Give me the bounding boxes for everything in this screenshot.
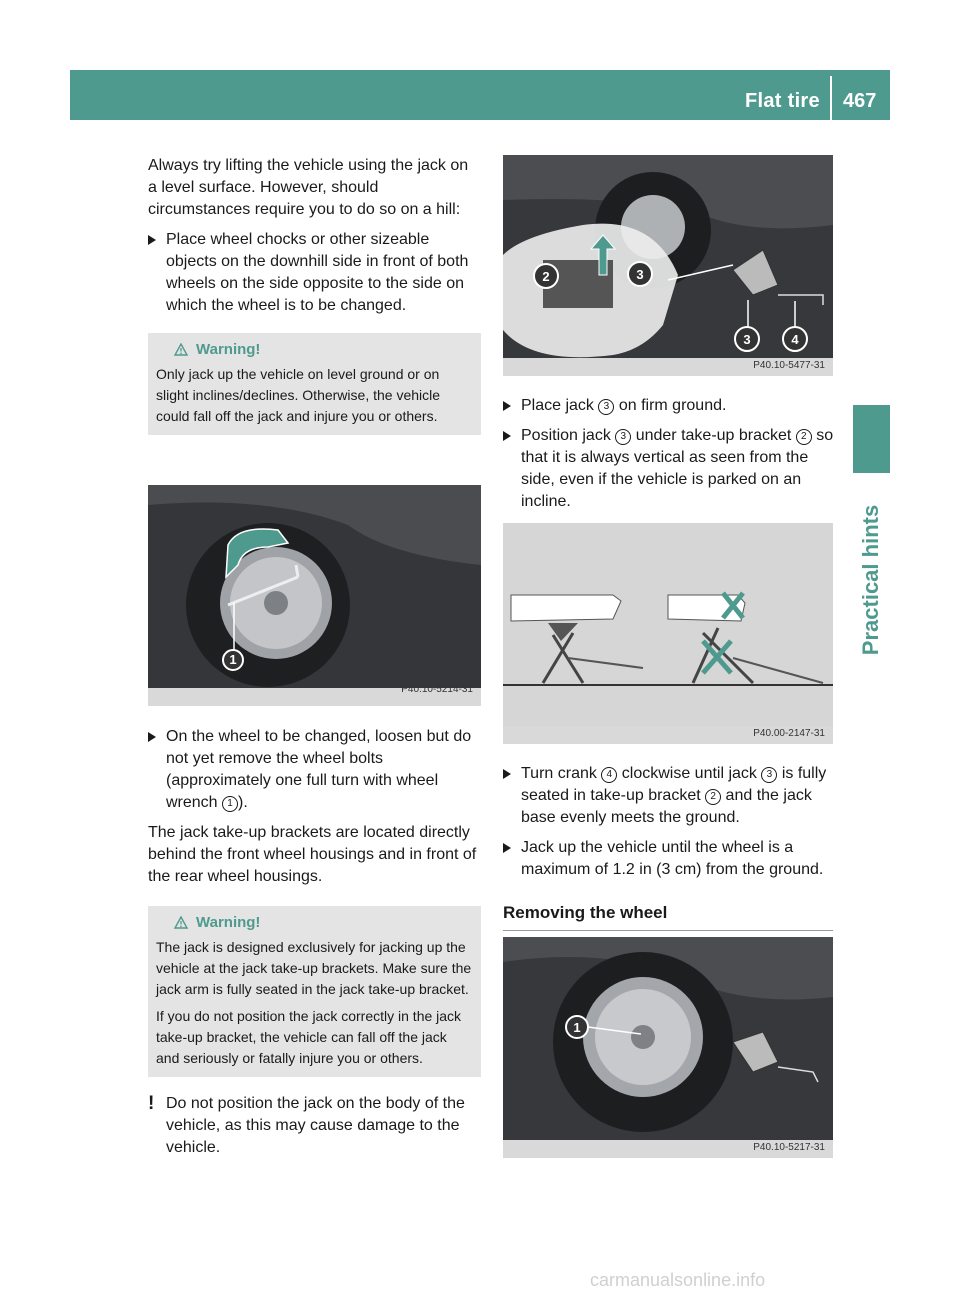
step-text-c: so that it is always vertical as seen from the side, even if the vehicle is parked on an incline. bbox=[521, 427, 834, 510]
step-text-b: ). bbox=[238, 794, 248, 811]
callout-ref: 2 bbox=[705, 789, 721, 805]
jack-vertical-diagram bbox=[503, 523, 833, 744]
section-tab bbox=[853, 405, 890, 473]
step-arrow-icon bbox=[148, 235, 156, 245]
header-divider bbox=[830, 76, 832, 120]
step-text-a: Place jack bbox=[521, 397, 599, 414]
step-arrow-icon bbox=[503, 401, 511, 411]
step-text-b: clockwise until jack bbox=[617, 765, 762, 782]
callout-ref: 1 bbox=[222, 796, 238, 812]
callout-1: 1 bbox=[222, 649, 244, 671]
step-text: Place wheel chocks or other sizeable objects on the downhill side in front of both wheels on the side opposite to the side on which the wheel is to be changed. bbox=[166, 231, 469, 314]
page-title: Flat tire bbox=[745, 90, 820, 112]
figure-remove-wheel bbox=[503, 937, 833, 1158]
callout-ref: 2 bbox=[796, 429, 812, 445]
step-text-d: and the jack base evenly meets the ground. bbox=[521, 787, 812, 826]
right-column-steps bbox=[503, 395, 836, 521]
callout-ref: 3 bbox=[761, 767, 777, 783]
step-text-b: under take-up bracket bbox=[631, 427, 796, 444]
warning-heading bbox=[156, 912, 473, 933]
section-heading-removing-wheel: Removing the wheel bbox=[503, 903, 833, 931]
step-arrow-icon bbox=[503, 769, 511, 779]
brackets-paragraph: The jack take-up brackets are located directly behind the front wheel housings and in front of the rear wheel housings. bbox=[148, 824, 477, 885]
callout-ref: 3 bbox=[615, 429, 631, 445]
figure-jack-vertical bbox=[503, 523, 833, 744]
step-wheel-chocks bbox=[148, 229, 481, 317]
section-label: Practical hints bbox=[858, 504, 883, 656]
step-text-a: Position jack bbox=[521, 427, 616, 444]
warning-title: Warning! bbox=[196, 341, 261, 358]
intro-paragraph: Always try lifting the vehicle using the jack on a level surface. However, should circumstances require you to do so on a hill: bbox=[148, 157, 469, 218]
callout-4: 4 bbox=[782, 326, 808, 352]
step-arrow-icon bbox=[503, 431, 511, 441]
figure-wheel-wrench bbox=[148, 485, 481, 706]
step-arrow-icon bbox=[503, 843, 511, 853]
note-text: Do not position the jack on the body of the vehicle, as this may cause damage to the vehicle. bbox=[166, 1095, 465, 1156]
callout-3-inset: 3 bbox=[627, 261, 653, 287]
figure-reference: P40.10-5217-31 bbox=[753, 1142, 825, 1153]
right-column-steps-2 bbox=[503, 763, 836, 889]
warning-triangle-icon bbox=[174, 343, 188, 356]
step-text: Jack up the vehicle until the wheel is a maximum of 1.2 in (3 cm) from the ground. bbox=[521, 839, 824, 878]
step-position-jack bbox=[503, 425, 836, 513]
warning-text-1: The jack is designed exclusively for jacking up the vehicle at the jack take-up brackets. Make sure the jack arm is fully seated in the jack take-up bracket. bbox=[156, 939, 472, 997]
page-number: 467 bbox=[843, 90, 877, 112]
callout-1: 1 bbox=[565, 1015, 589, 1039]
figure-reference: P40.10-5214-31 bbox=[401, 684, 473, 695]
step-text-a: On the wheel to be changed, loosen but do not yet remove the wheel bolts (approximately one full turn with wheel wrench bbox=[166, 728, 472, 811]
warning-box-level-ground bbox=[148, 333, 481, 435]
callout-ref: 4 bbox=[601, 767, 617, 783]
step-arrow-icon bbox=[148, 732, 156, 742]
left-column bbox=[148, 155, 481, 1159]
figure-reference: P40.10-5477-31 bbox=[753, 360, 825, 371]
note-body-damage bbox=[148, 1093, 481, 1159]
warning-box-jack-design bbox=[148, 906, 481, 1077]
step-text-c: is fully seated in take-up bracket bbox=[521, 765, 827, 804]
wheel-wrench-illustration bbox=[148, 485, 481, 706]
warning-text: Only jack up the vehicle on level ground or on slight inclines/declines. Otherwise, the vehicle could fall off the jack and injure you or others. bbox=[156, 366, 441, 424]
watermark: carmanualsonline.info bbox=[590, 1270, 766, 1290]
caution-icon: ! bbox=[148, 1093, 155, 1114]
warning-text-2: If you do not position the jack correctly in the jack take-up bracket, the vehicle can fall off the jack and seriously or fatally injure you or others. bbox=[156, 1008, 462, 1066]
warning-title: Warning! bbox=[196, 914, 261, 931]
warning-triangle-icon bbox=[174, 916, 188, 929]
step-turn-crank bbox=[503, 763, 836, 829]
step-text-a: Turn crank bbox=[521, 765, 602, 782]
step-jack-up bbox=[503, 837, 836, 881]
step-place-jack bbox=[503, 395, 836, 417]
callout-3: 3 bbox=[734, 326, 760, 352]
callout-ref: 3 bbox=[598, 399, 614, 415]
step-text-b: on firm ground. bbox=[614, 397, 727, 414]
callout-2: 2 bbox=[533, 263, 559, 289]
step-loosen-bolts bbox=[148, 726, 481, 814]
figure-reference: P40.00-2147-31 bbox=[753, 728, 825, 739]
figure-jack-placement bbox=[503, 155, 833, 376]
remove-wheel-illustration bbox=[503, 937, 833, 1158]
warning-heading bbox=[156, 339, 473, 360]
